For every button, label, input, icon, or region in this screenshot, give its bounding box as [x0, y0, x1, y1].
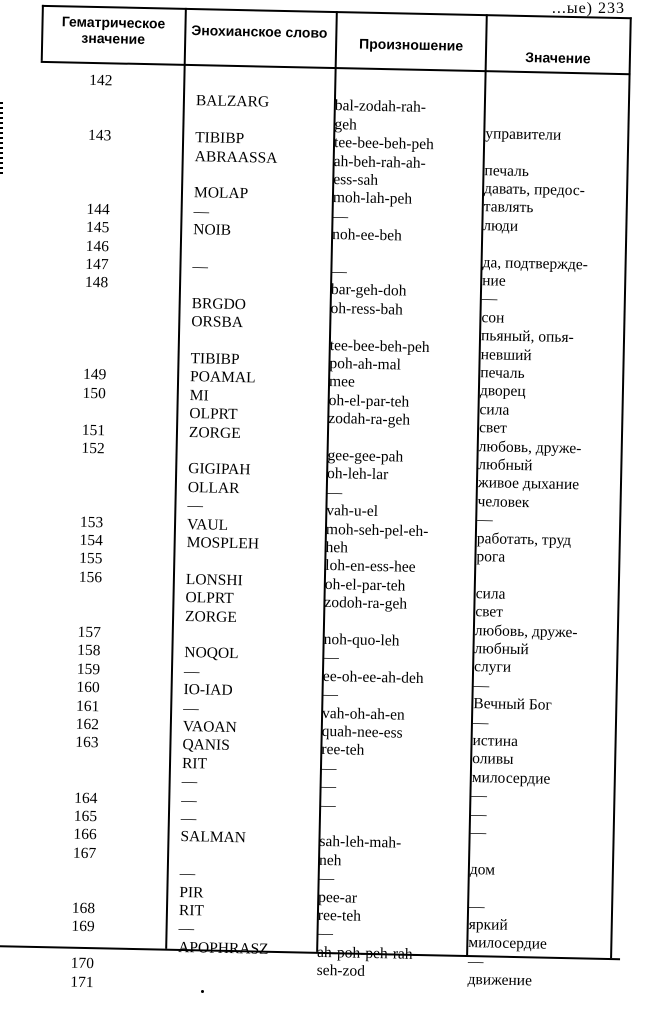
- meaning-line: тавлять: [483, 198, 534, 217]
- enochian-word: ZORGE: [188, 423, 241, 442]
- meaning-line: любный: [474, 640, 529, 659]
- meaning-line: любный: [478, 456, 533, 475]
- meaning-line: сила: [475, 584, 506, 603]
- pronunciation-line: —: [320, 759, 337, 778]
- gematria-value: 164: [74, 789, 98, 807]
- enochian-word: MOSPLEH: [186, 534, 260, 553]
- gematria-value: 169: [71, 918, 95, 936]
- pronunciation-line: tee-bee-beh-peh: [329, 336, 430, 356]
- enochian-word: VAOAN: [182, 717, 237, 737]
- gematria-value: 142: [89, 71, 113, 90]
- meaning-line: люди: [483, 216, 519, 235]
- gematria-value: 152: [81, 439, 105, 458]
- pronunciation-line: gee-gee-pah: [327, 446, 404, 466]
- enochian-word: TIBIBP: [194, 129, 245, 148]
- pronunciation-line: mee: [328, 373, 356, 391]
- pronunciation-line: bar-geh-doh: [330, 281, 407, 300]
- meaning-line: —: [470, 824, 487, 842]
- gematria-value: 146: [85, 237, 110, 255]
- meaning-line: рога: [476, 548, 506, 566]
- gematria-value: 151: [81, 421, 106, 439]
- meaning-line: невший: [480, 345, 532, 364]
- pronunciation-line: —: [317, 925, 334, 943]
- pronunciation-line: zodoh-ra-geh: [324, 594, 408, 613]
- pronunciation-line: vah-oh-ah-en: [321, 704, 405, 724]
- gematria-value: 168: [71, 899, 96, 918]
- gematria-value: 155: [79, 550, 103, 568]
- gematria-value: 166: [73, 826, 97, 844]
- meaning-line: сон: [481, 308, 505, 327]
- pronunciation-line: quah-nee-ess: [321, 722, 403, 742]
- pronunciation-line: —: [320, 778, 337, 796]
- meaning-line: давать, предос-: [483, 180, 586, 200]
- meaning-line: живое дыхание: [477, 474, 580, 494]
- gematria-value: 143: [87, 127, 112, 145]
- meaning-line: человек: [477, 492, 530, 511]
- pronunciation-line: ree-teh: [317, 906, 362, 925]
- pronunciation-line: noh-quo-leh: [323, 630, 400, 650]
- header-enochian-word: Энохианское слово: [191, 22, 328, 41]
- gematria-value: 148: [84, 274, 109, 292]
- pronunciation-line: oh-el-par-teh: [324, 575, 406, 595]
- pronunciation-line: tee-bee-beh-peh: [333, 134, 435, 154]
- meaning-line: свет: [478, 419, 508, 437]
- enochian-word: —: [183, 662, 200, 681]
- pronunciation-line: vah-u-el: [326, 502, 379, 521]
- header-meaning: Значение: [525, 49, 591, 67]
- enochian-word: ORSBA: [191, 313, 244, 332]
- enochian-word: OLLAR: [187, 478, 240, 497]
- pronunciation-line: —: [323, 649, 339, 667]
- meaning-line: работать, труд: [476, 529, 572, 549]
- enochian-word: —: [183, 699, 199, 717]
- gematria-value: 147: [85, 255, 109, 274]
- enochian-word: —: [192, 258, 209, 276]
- gematria-value: 153: [79, 513, 104, 531]
- meaning-line: слуги: [473, 658, 512, 677]
- gematria-value: 171: [70, 973, 94, 991]
- pronunciation-line: ah-poh-peh-rah-: [316, 943, 418, 963]
- pronunciation-line: moh-lah-peh: [332, 189, 413, 209]
- meaning-line: —: [470, 805, 487, 823]
- pronunciation-line: loh-en-ess-hee: [325, 557, 416, 577]
- gematria-value: 162: [75, 715, 100, 734]
- pronunciation-line: ree-teh: [321, 741, 365, 760]
- gematria-value: 150: [82, 384, 107, 403]
- pronunciation-line: ee-oh-ee-ah-deh: [322, 667, 424, 687]
- meaning-line: милосердие: [468, 934, 548, 954]
- pronunciation-line: —: [332, 207, 349, 226]
- enochian-word: MOLAP: [193, 184, 249, 203]
- pronunciation-line: moh-seh-pel-eh-: [325, 520, 429, 540]
- enochian-word: IO-IAD: [183, 681, 233, 700]
- gematria-value: 158: [77, 642, 101, 660]
- meaning-line: —: [472, 713, 489, 731]
- meaning-line: Вечный Бог: [473, 695, 553, 714]
- stray-dot: [201, 990, 204, 993]
- pronunciation-line: geh: [334, 115, 358, 134]
- meaning-line: —: [471, 787, 488, 805]
- gematria-value: 160: [76, 678, 100, 697]
- meaning-line: сила: [479, 400, 510, 419]
- enochian-word: —: [181, 773, 198, 791]
- enochian-word: TIBIBP: [190, 350, 240, 369]
- meaning-line: движение: [467, 971, 533, 990]
- enochian-word: BRGDO: [191, 294, 247, 314]
- pronunciation-line: heh: [325, 538, 349, 557]
- meaning-line: милосердие: [471, 768, 551, 788]
- gematria-value: 159: [76, 660, 101, 679]
- meaning-line: оливы: [472, 750, 514, 769]
- gematria-value: 145: [85, 219, 110, 237]
- meaning-line: ние: [482, 272, 506, 290]
- enochian-word: POAMAL: [189, 368, 256, 387]
- enochian-word: VAUL: [186, 515, 229, 534]
- pronunciation-line: zodah-ra-geh: [328, 410, 411, 429]
- enochian-word: APOPHRASZ: [178, 938, 269, 958]
- enochian-word: —: [180, 809, 197, 828]
- pronunciation-line: oh-el-par-teh: [328, 391, 410, 411]
- pronunciation-line: —: [322, 686, 339, 704]
- enochian-word: OLPRT: [189, 405, 238, 424]
- meaning-line: —: [473, 676, 490, 695]
- gematria-value: 161: [75, 697, 100, 715]
- pronunciation-line: poh-ah-mal: [329, 354, 402, 374]
- pronunciation-line: —: [331, 263, 348, 281]
- meaning-line: дворец: [479, 382, 526, 401]
- pronunciation-line: —: [318, 870, 335, 888]
- pronunciation-line: bal-zodah-rah-: [334, 97, 427, 117]
- enochian-word: —: [179, 865, 196, 883]
- enochian-word: —: [178, 920, 195, 938]
- enochian-word: NOQOL: [184, 644, 239, 663]
- pronunciation-line: seh-zod: [316, 962, 366, 981]
- gematria-value: 167: [72, 844, 97, 862]
- enochian-word: LONSHI: [185, 570, 243, 590]
- pronunciation-line: —: [320, 796, 336, 814]
- pronunciation-line: ess-sah: [333, 171, 379, 189]
- enochian-word: —: [181, 791, 197, 809]
- meaning-line: —: [468, 897, 485, 915]
- enochian-word: NOIB: [193, 221, 232, 240]
- gematria-value: 157: [77, 623, 102, 642]
- pronunciation-line: sah-leh-mah-: [319, 833, 402, 852]
- meaning-line: пьяный, опья-: [480, 327, 574, 347]
- enochian-word: PIR: [179, 883, 204, 902]
- pronunciation-line: oh-leh-lar: [326, 465, 389, 484]
- enochian-word: BALZARG: [195, 92, 270, 112]
- meaning-line: любовь, друже-: [474, 621, 578, 641]
- header-pronunciation: Произношение: [358, 35, 464, 54]
- meaning-line: —: [467, 952, 484, 971]
- gematria-value: 165: [73, 807, 98, 826]
- pronunciation-line: —: [326, 483, 343, 502]
- pronunciation-line: neh: [318, 851, 342, 870]
- gematria-value: 149: [82, 366, 107, 384]
- gematria-value: 156: [78, 568, 103, 587]
- meaning-line: яркий: [468, 916, 508, 934]
- meaning-line: дом: [469, 860, 496, 879]
- enochian-word: RIT: [181, 754, 208, 773]
- page-number: ...ые) 233: [551, 0, 625, 17]
- enochian-word: GIGIPAH: [188, 460, 251, 479]
- meaning-line: печаль: [480, 364, 525, 383]
- pronunciation-line: pee-ar: [318, 888, 358, 907]
- meaning-line: управители: [485, 124, 562, 144]
- pronunciation-line: ah-beh-rah-ah-: [333, 152, 426, 172]
- enochian-word: QANIS: [182, 736, 230, 755]
- meaning-line: —: [481, 290, 498, 308]
- gematria-value: 170: [70, 954, 95, 973]
- meaning-line: свет: [475, 603, 504, 621]
- pronunciation-line: oh-ress-bah: [330, 299, 404, 319]
- enochian-word: —: [187, 497, 204, 515]
- header-gematria: Гематрическое значение: [61, 13, 166, 48]
- enochian-word: MI: [189, 386, 209, 405]
- pronunciation-line: noh-ee-beh: [331, 226, 403, 245]
- meaning-line: истина: [472, 732, 519, 751]
- enochian-word: ZORGE: [184, 607, 237, 626]
- enochian-word: ABRAASSA: [194, 147, 278, 167]
- enochian-word: —: [193, 202, 210, 221]
- gematria-value: 154: [79, 531, 104, 550]
- enochian-word: RIT: [178, 901, 205, 920]
- meaning-line: —: [477, 511, 493, 529]
- meaning-line: да, подтвержде-: [482, 253, 589, 273]
- enochian-word: SALMAN: [180, 828, 247, 847]
- meaning-line: печаль: [484, 161, 530, 180]
- enochian-word: OLPRT: [185, 589, 234, 608]
- gematria-value: 163: [75, 734, 99, 752]
- table-right-border: [610, 17, 632, 958]
- meaning-line: любовь, друже-: [478, 437, 582, 457]
- gematria-value: 144: [86, 200, 110, 219]
